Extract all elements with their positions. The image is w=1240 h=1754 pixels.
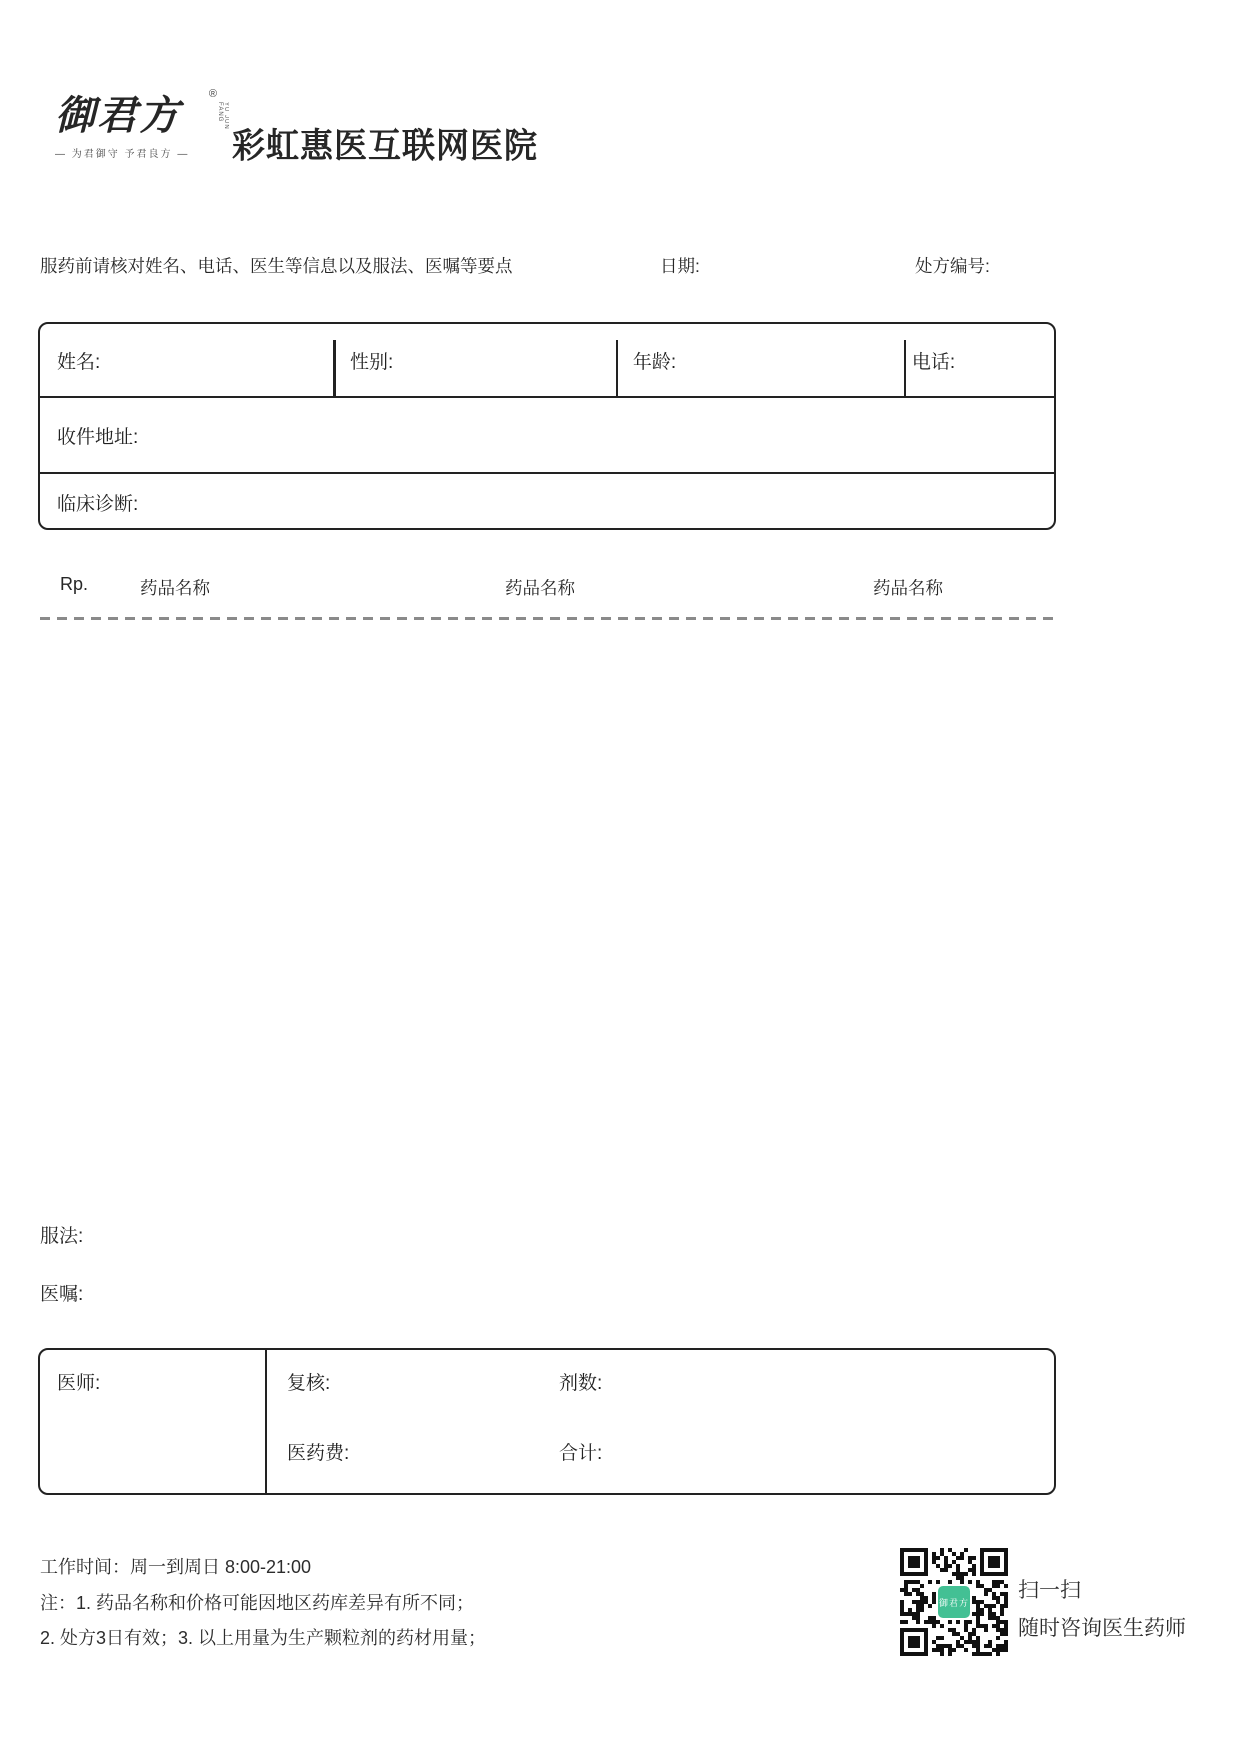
scan-hint: 随时咨询医生药师 xyxy=(1018,1617,1186,1640)
drug-name-column-header: 药品名称 xyxy=(140,578,210,598)
patient-name-field xyxy=(40,324,333,396)
review-label: 复核: xyxy=(287,1373,331,1394)
patient-gender-label: 性别: xyxy=(350,351,394,373)
hospital-title: 彩虹惠医互联网医院 xyxy=(232,126,538,166)
drug-name-column-header: 药品名称 xyxy=(873,578,943,598)
patient-info-box xyxy=(38,322,1056,530)
rx-number-label: 处方编号: xyxy=(915,256,990,276)
patient-phone-field xyxy=(904,324,1054,396)
brand-logo xyxy=(55,88,229,160)
shipping-address-field xyxy=(40,398,1054,472)
scan-label: 扫一扫 xyxy=(1018,1579,1081,1602)
patient-phone-label: 电话: xyxy=(911,351,956,373)
patient-identity-row xyxy=(40,324,1054,396)
patient-age-label: 年龄: xyxy=(632,351,677,373)
qr-center-logo: 御君方 xyxy=(936,1584,972,1620)
signature-fee-box xyxy=(38,1348,1056,1495)
review-fee-area xyxy=(267,1350,1054,1493)
qr-code xyxy=(900,1548,1008,1656)
physician-label: 医师: xyxy=(57,1373,101,1394)
doctor-advice-label: 医嘱: xyxy=(40,1284,84,1305)
dose-count-label: 剂数: xyxy=(559,1373,603,1394)
shipping-address-label: 收件地址: xyxy=(57,426,139,448)
total-label: 合计: xyxy=(559,1443,603,1464)
medicine-fee-label: 医药费: xyxy=(287,1443,350,1464)
note-line-2: 2. 处方3日有效；3. 以上用量为生产颗粒剂的药材用量； xyxy=(40,1628,487,1648)
dashed-divider xyxy=(40,617,1056,620)
physician-field xyxy=(40,1350,267,1493)
rp-label: Rp. xyxy=(60,574,89,594)
patient-age-field xyxy=(616,324,904,396)
date-label: 日期: xyxy=(660,256,700,276)
clinical-diagnosis-field xyxy=(40,474,1054,530)
work-hours-text: 工作时间：周一到周日 8:00-21:00 xyxy=(40,1557,312,1577)
verification-notice: 服药前请核对姓名、电话、医生等信息以及服法、医嘱等要点 xyxy=(40,256,513,276)
patient-gender-field xyxy=(333,324,616,396)
patient-name-label: 姓名: xyxy=(57,351,101,373)
drug-name-column-header: 药品名称 xyxy=(505,578,575,598)
usage-method-label: 服法: xyxy=(40,1226,84,1247)
note-line-1: 注：1. 药品名称和价格可能因地区药库差异有所不同； xyxy=(40,1593,475,1613)
clinical-diagnosis-label: 临床诊断: xyxy=(57,493,139,515)
brand-tagline: — 为君御守 予君良方 — xyxy=(55,149,190,160)
registered-trademark-icon: ® xyxy=(208,88,217,100)
brand-logo-vertical-text: YU JUN FANG xyxy=(217,102,229,130)
brand-logo-text: 御君方 xyxy=(55,92,181,139)
